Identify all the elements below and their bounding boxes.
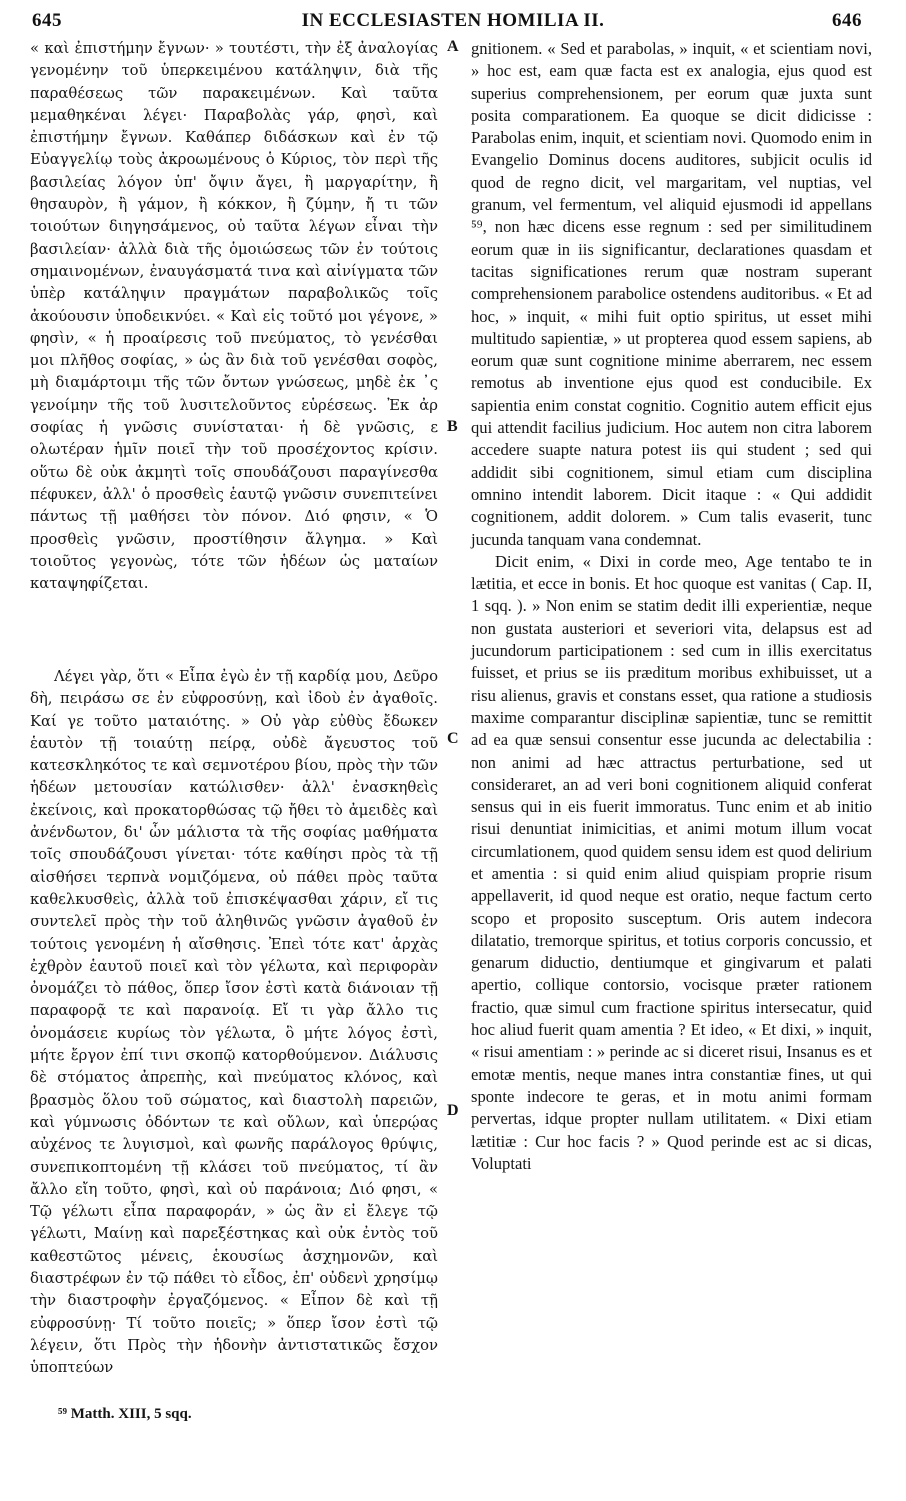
page-number-left: 645: [32, 10, 62, 31]
margin-letter-a: A: [447, 38, 459, 55]
greek-column-section-1: [30, 38, 438, 595]
margin-letter-c: C: [447, 730, 459, 747]
greek-paragraph-2: Λέγει γὰρ, ὅτι « Εἶπα ἐγὼ ἐν τῇ καρδίᾳ μου, Δεῦρο δὴ, πειράσω σε ἐν εὐφροσύνῃ, καὶ ἰδοὺ ἐν ἀγαθοῖς. Καί γε τοῦτο ματαιότης. » Οὐ γὰρ εὐθὺς ἔδωκεν ἑαυτὸν τῇ τοιαύτῃ πείρᾳ, οὐδὲ ἄγευστος τοῦ κατεσκληκότος τε καὶ σεμνοτέρου βίου, πρὸς τὴν τῶν ἡδέων μετουσίαν κατώλισθεν· ἀλλ' ἐνασκηθεὶς ἐκείνοις, καὶ προκατορθώσας τῷ ἤθει τὸ ἀμειδὲς καὶ ἀνένδωτον, δι' ὧν μάλιστα τὰ τῆς σοφίας μαθήματα τοῖς σπουδάζουσι γίνεται· τότε καθίησι πρὸς τὰ τῇ αἰσθήσει τερπνὰ νομιζόμενα, οὐ πάθει πρὸς ταῦτα καθελκυσθεὶς, ἀλλὰ τοῦ ἐπισκέψασθαι χάριν, εἴ τις συντελεῖ πρὸς τὴν τοῦ ἀληθινῶς γνῶσιν ἀγαθοῦ ἐν τούτοις γενομένη ἡ αἴσθησις. Ἐπεὶ τότε κατ' ἀρχὰς ἐχθρὸν ἑαυτοῦ ποιεῖ καὶ τὸν γέλωτα, καὶ περιφορὰν ὀνομάζει τὸ πάθος, ὅπερ ἴσον ἐστὶ κατὰ διάνοιαν τῇ παραφορᾷ τε καὶ παρανοίᾳ. Εἴ τι γὰρ ἄλλο τις ὀνομάσειε κυρίως τὸν γέλωτα, ὃ μήτε λόγος ἐστὶ, μήτε ἔργον ἐπί τινι σκοπῷ κατορθούμενον. Διάλυσις δὲ στόματος ἀπρεπὴς, καὶ πνεύματος κλόνος, καὶ βρασμὸς ὅλου τοῦ σώματος, καὶ διαστολὴ παρειῶν, καὶ γύμνωσις ὀδόντων τε καὶ οὔλων, καὶ ὑπερῴας αὐχένος τε λυγισμοὶ, καὶ φωνῆς παράλογος θρύψις, συνεπικοπτομένη τῇ κλάσει τοῦ πνεύματος, τί ἂν ἄλλο εἴη τοῦτο, φησὶ, καὶ οὐ παράνοια; Διό φησι, « Τῷ γέλωτι εἶπα παραφοράν, » ὡς ἂν εἰ ἔλεγε τῷ γέλωτι, Μαίνῃ καὶ παρεξέστηκας καὶ οὐκ ἐντὸς τοῦ καθεστῶτος μένεις, ἑκουσίως ἀσχημονῶν, καὶ διαστρέφων ἐν τῷ πάθει τὸ εἶδος, ἐπ' οὐδενὶ χρησίμῳ τὴν διαστροφὴν ἐργαζόμενος. « Εἶπον δὲ καὶ τῇ εὐφροσύνῃ· Τί τοῦτο ποιεῖς; » ὅπερ ἴσον ἐστὶ τῷ λέγειν, ὅτι Πρὸς τὴν ἡδονὴν ἀντιστατικῶς ἔσχον ὑποπτεύων: [30, 668, 438, 1377]
latin-column: [471, 38, 872, 1175]
latin-paragraph-1: gnitionem. « Sed et parabolas, » inquit, « et scientiam novi, » hoc est, eam quæ facta est ex analogia, ejus quod est superius comprehensionem, per eorum quæ juxta sunt posita comparationem. Ea quoque se dicit didicisse : Parabolas enim, inquit, et scientiam novi. Quomodo enim in Evangelio Dominus docens auditores, subjicit oculis id quod de regno dicit, vel margaritam, vel nuptias, vel granum, vel fermentum, vel aliquid ejusmodi id appellans ⁵⁹, non hæc dicens esse regnum : sed per similitudinem eorum quæ in iis significantur, declarationes quasdam et tacitas significationes rerum quæ nostram superant comprehensionem parabolice ostendens auditoribus. « Et ad hoc, » inquit, « mihi fuit optio spiritus, ut esset mihi multitudo sapientiæ, » ut propterea quod essem sapiens, ab eorum quæ sunt cognitione minime aberrarem, nec essem remotus ab inventione ejus quod est conducibile. Ex sapientia enim constat cognitio. Cognitio autem efficit ejus qui attendit facilius judicium. Hoc autem non citra laborem accedere suapte natura potest iis qui student ; sed qui addidit sibi cognitionem, simul etiam cum disciplina omnino intendit laborem. Dicit itaque : « Qui addidit cognitionem, addit dolorem. » Cum talis evaserit, tunc jucunda tanquam vana condemnat.: [471, 39, 872, 549]
greek-paragraph-1: « καὶ ἐπιστήμην ἔγνων· » τουτέστι, τὴν ἐξ ἀναλογίας γενομένην τοῦ ὑπερκειμένου κατάληψιν, διὰ τῆς παραθέσεως τῶν παρακειμένων. Καὶ ταῦτα μεμαθηκέναι λέγει· Παραβολὰς γάρ, φησὶ, καὶ ἐπιστήμην ἔγνων. Καθάπερ διδάσκων καὶ ἐν τῷ Εὐαγγελίῳ τοὺς ἀκροωμένους ὁ Κύριος, τὸν περὶ τῆς βασιλείας λόγον ὑπ' ὄψιν ἄγει, ἢ μαργαρίτην, ἢ θησαυρὸν, ἢ γάμον, ἢ κόκκον, ἢ ζύμην, ἤ τι τῶν τοιούτων διηγησάμενος, οὐ ταῦτα λέγων εἶναι τὴν βασιλείαν· ἀλλὰ διὰ τῆς ὁμοιώσεως τῶν ἐν τούτοις σημαινομένων, ἐναυγάσματά τινα καὶ αἰνίγματα τῶν ὑπὲρ κατάληψιν πραγμάτων παραβολικῶς τοῖς ἀκούουσιν ὑποδεικνύει. « Καὶ εἰς τοῦτό μοι γέγονε, » φησὶν, « ἡ προαίρεσις τοῦ πνεύματος, τὸ γενέσθαι μοι πλῆθος σοφίας, » ὡς ἂν διὰ τοῦ γενέσθαι σοφὸς, μὴ διαμάρτοιμι τῆς τῶν ὄντων γνώσεως, μηδὲ ἐκ ᾽ς γενοίμην τῆς τοῦ λυσιτελοῦντος εὑρέσεως. Ἐκ ἀρ σοφίας ἡ γνῶσις συνίσταται· ἡ δὲ γνῶσις, ε ολωτέραν ἡμῖν ποιεῖ τὴν τοῦ προσέχοντος κρίσιν. οὕτω δὲ οὐκ ἀκμητὶ τοῖς σπουδάζουσι παραγίνεσθα πέφυκεν, ἀλλ' ὁ προσθεὶς ἑαυτῷ γνῶσιν συνεπιτείνει πάντως τῇ μαθήσει τὸν πόνον. Διό φησιν, « Ὁ προσθεὶς γνῶσιν, προστίθησιν ἄλγημα. » Καὶ τοιοῦτος γεγονὼς, τότε τῶν ἡδέων ὡς ματαίων καταψηφίζεται.: [30, 40, 438, 593]
footnote: ⁵⁹ Matth. XIII, 5 sqq.: [58, 1406, 192, 1422]
running-title: IN ECCLESIASTEN HOMILIA II.: [301, 10, 605, 31]
margin-letter-d: D: [447, 1102, 459, 1119]
page-number-right: 646: [832, 10, 862, 31]
greek-column-section-2: [30, 666, 438, 1380]
margin-letter-b: B: [447, 418, 458, 435]
latin-paragraph-2: Dicit enim, « Dixi in corde meo, Age tentabo te in lætitia, et ecce in bonis. Et hoc quoque est vanitas ( Cap. II, 1 sqq. ). » Non enim se statim dedit illi experientiæ, neque non gustata austeriori et severiori vita, delapsus est ad jucundorum participationem : sed cum in illis exercitatus fuisset, et prius se iis præditum moribus exhibuisset, ut a risu alienus, gravis et constans esset, qua ratione a studiosis maxime comparantur disciplinæ sapientiæ, tunc se remittit ad ea quæ sensui consentur esse jucunda ac delectabilia : non animi ad hæc attractus perturbatione, sed ut consideraret, an ad veri boni cognitionem aliquid conferat sensus qui in eis fuerit immoratus. Tunc enim et ab initio risui denuntiat inimicitias, et animi motum illum vocat circumlationem, quod quidem sensu idem est quod delirium et amentia : si quid enim aliud quispiam proprie risum appellaverit, id quod neque est oratio, neque factum certo scopo et proposito susceptum. Oris autem indecora dilatatio, tremorque spiritus, et totius corporis concussio, et genarum diductio, dentiumque et gingivarum et palati apertio, collique contorsio, vocisque præter rationem fractio, quæ simul cum fractione spiritus intersecatur, quid hoc aliud fuerit quam amentia ? Et ideo, « Et dixi, » inquit, « risui amentiam : » perinde ac si diceret risui, Insanus es et emotæ mentis, neque manes intra constantiæ fines, ut qui sponte indecore te geras, et in motu animi formam pervertas, idque propter nullam utilitatem. « Dixi etiam lætitiæ : Cur hoc facis ? » Quod perinde est ac si dicas, Voluptati: [471, 551, 872, 1173]
